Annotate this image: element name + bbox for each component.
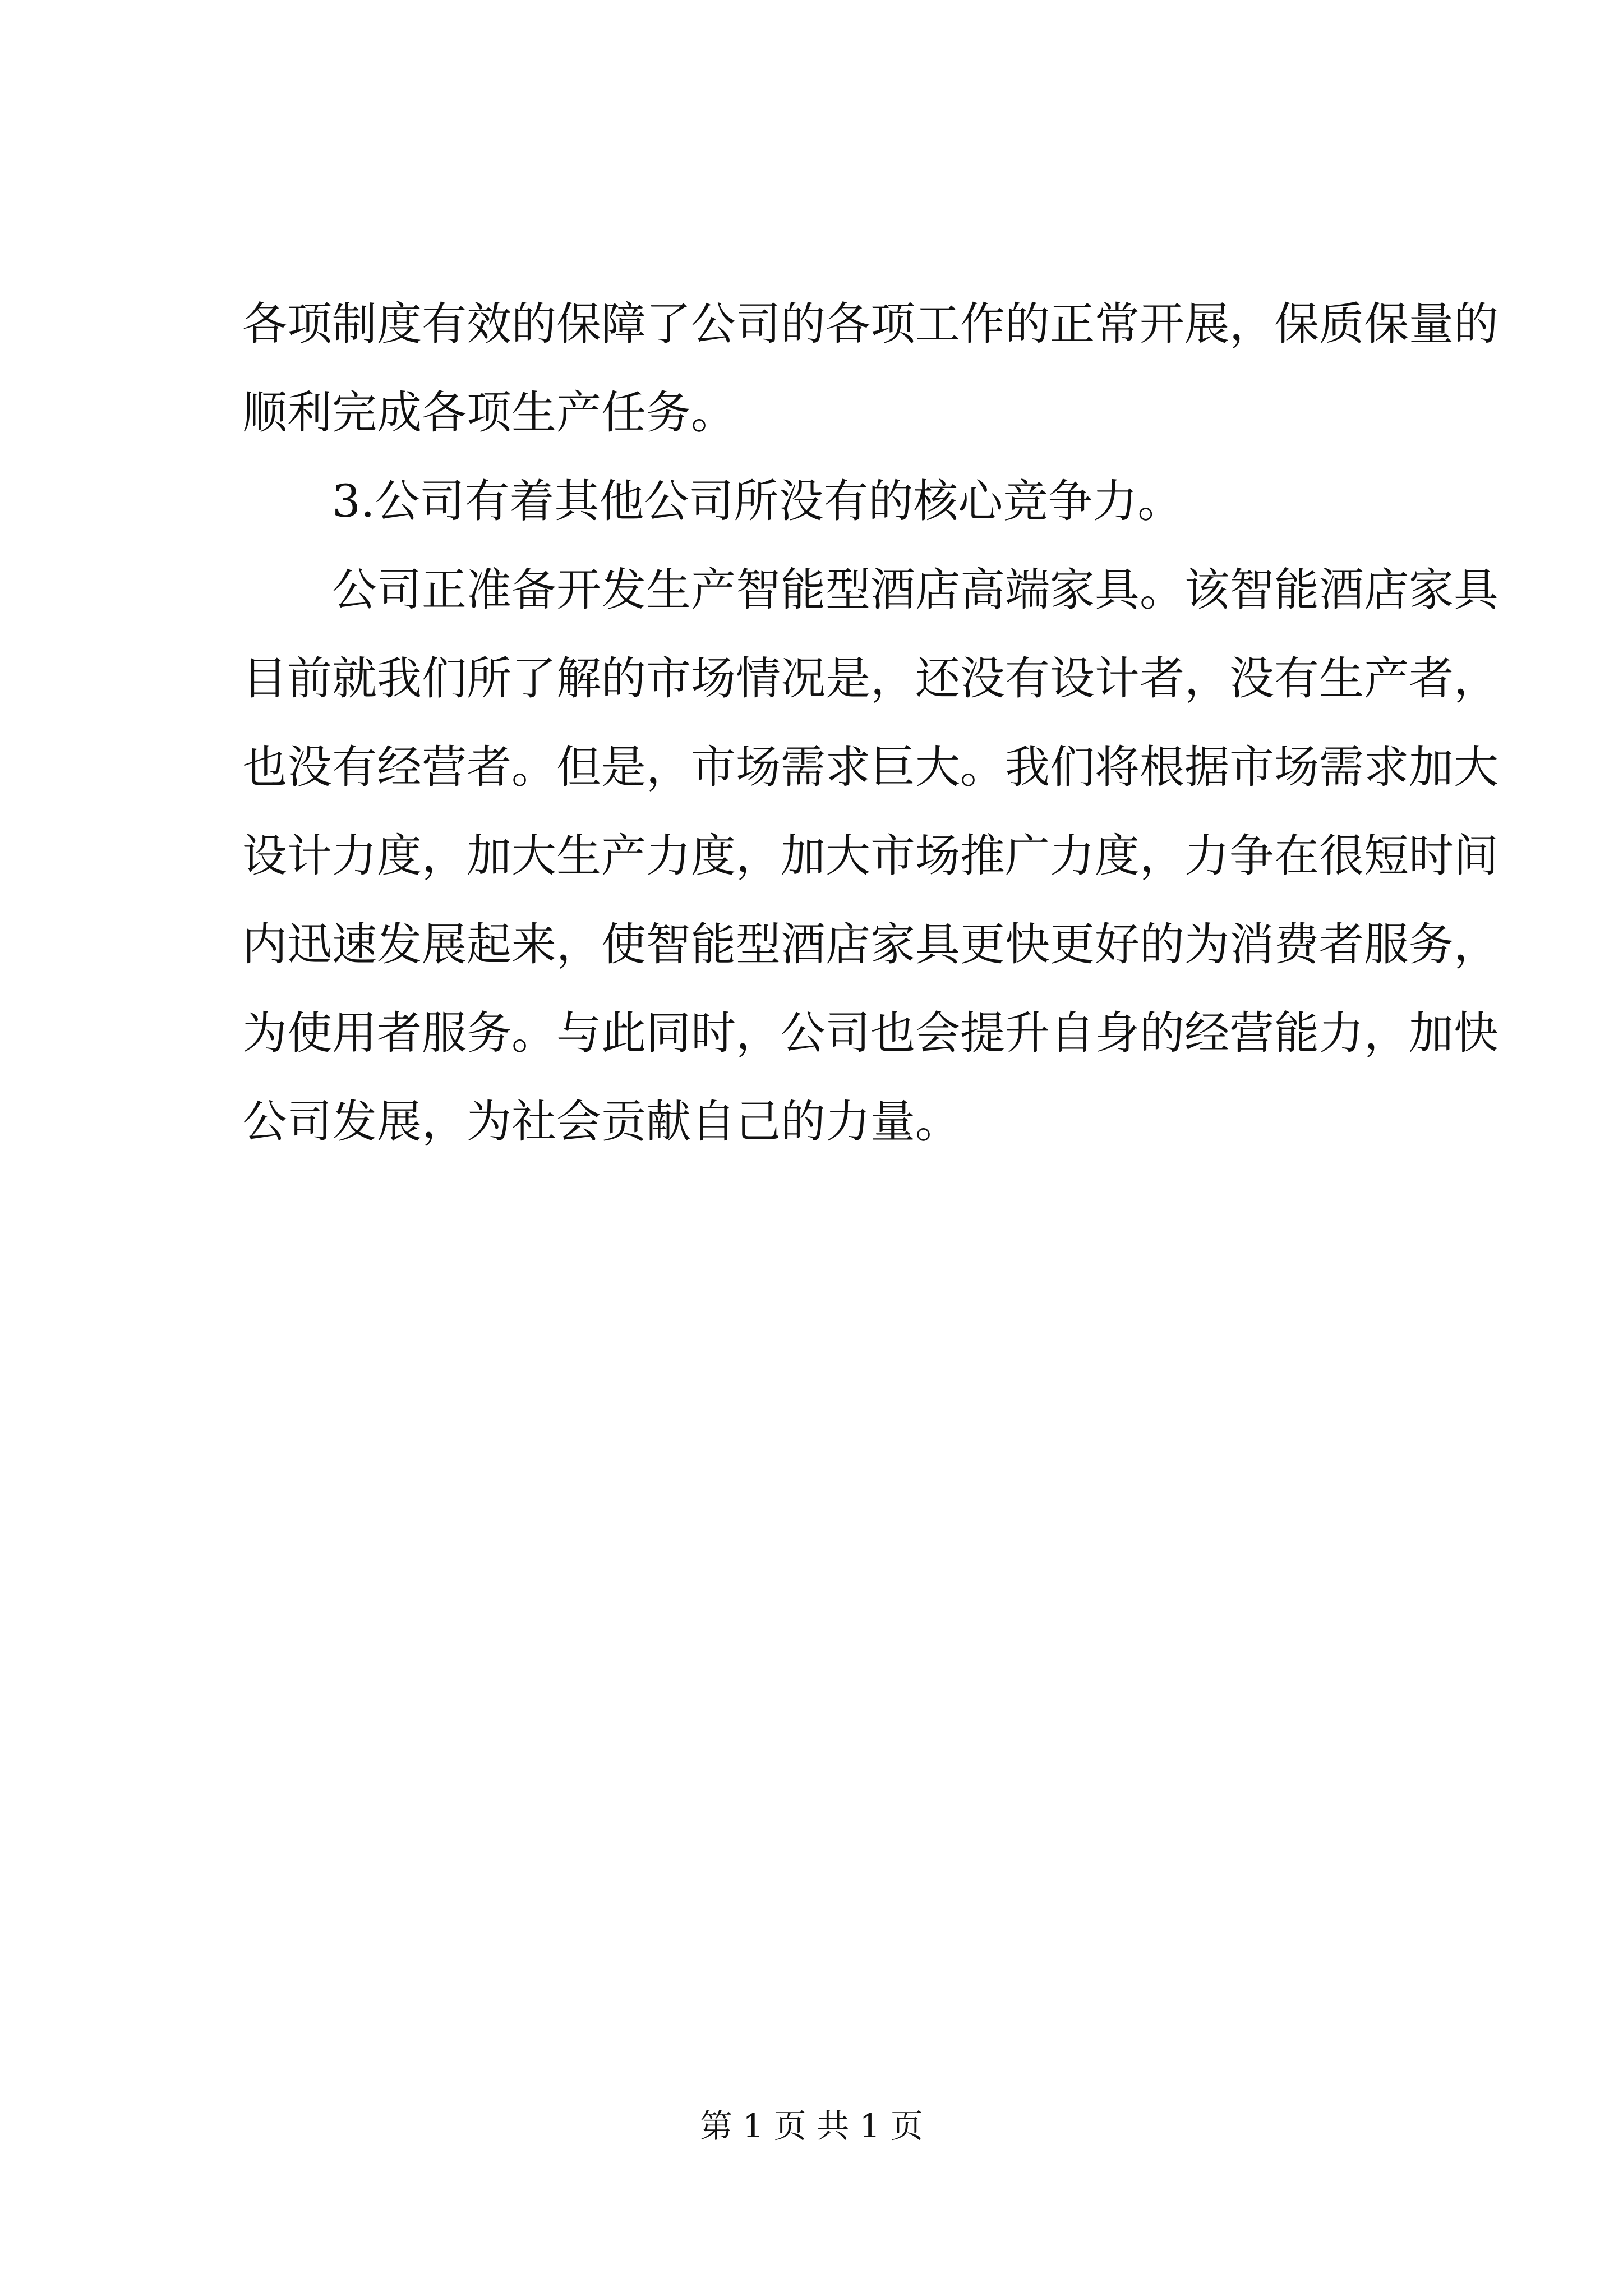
paragraph-line-10: 公司发展，为社会贡献自己的力量。 [242,1096,960,1148]
numbered-heading-3: 3.公司有着其他公司所没有的核心竞争力。 [332,475,1183,527]
paragraph-line-4: 公司正准备开发生产智能型酒店高端家具。该智能酒店家具 [332,564,1498,616]
paragraph-line-9: 为使用者服务。与此同时，公司也会提升自身的经营能力，加快 [242,1007,1498,1059]
paragraph-line-5: 目前就我们所了解的市场情况是，还没有设计者，没有生产者， [242,652,1498,705]
page-number-footer: 第 1 页 共 1 页 [700,2107,923,2145]
paragraph-line-8: 内迅速发展起来，使智能型酒店家具更快更好的为消费者服务， [242,918,1498,970]
paragraph-line-1: 各项制度有效的保障了公司的各项工作的正常开展，保质保量的 [242,298,1498,350]
paragraph-line-7: 设计力度，加大生产力度，加大市场推广力度，力争在很短时间 [242,830,1498,882]
paragraph-line-2: 顺利完成各项生产任务。 [242,386,736,439]
paragraph-line-6: 也没有经营者。但是，市场需求巨大。我们将根据市场需求加大 [242,741,1498,793]
